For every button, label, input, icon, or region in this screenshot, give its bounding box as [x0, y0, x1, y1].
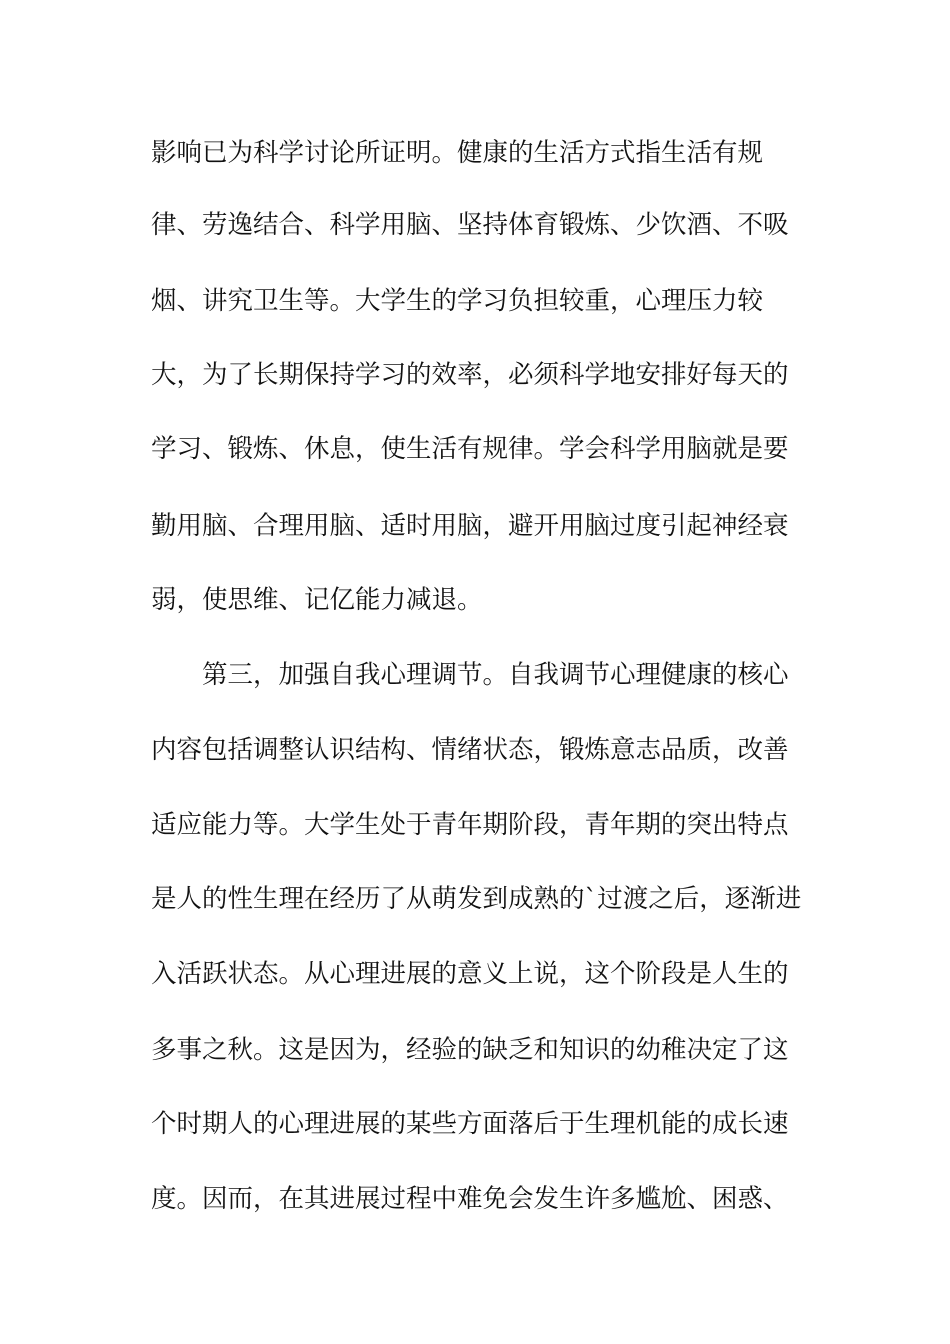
text-line: 弱，使思维、记亿能力减退。 [151, 585, 483, 615]
text-line: 律、劳逸结合、科学用脑、坚持体育锻炼、少饮酒、不吸 [151, 210, 789, 240]
text-line: 适应能力等。大学生处于青年期阶段，青年期的突出特点 [151, 810, 789, 840]
text-line: 入活跃状态。从心理进展的意义上说，这个阶段是人生的 [151, 959, 789, 989]
text-line: 是人的性生理在经历了从萌发到成熟的`过渡之后，逐渐进 [151, 884, 802, 914]
text-line: 影响已为科学讨论所证明。健康的生活方式指生活有规 [151, 138, 764, 168]
text-line: 多事之秋。这是因为，经验的缺乏和知识的幼稚决定了这 [151, 1035, 789, 1065]
text-line: 勤用脑、合理用脑、适时用脑，避开用脑过度引起神经衰 [151, 511, 789, 541]
text-line: 学习、锻炼、休息，使生活有规律。学会科学用脑就是要 [151, 434, 789, 464]
text-line: 内容包括调整认识结构、情绪状态，锻炼意志品质，改善 [151, 735, 789, 765]
paragraph-first-line: 第三，加强自我心理调节。自我调节心理健康的核心 [202, 660, 789, 690]
text-line: 个时期人的心理进展的某些方面落后于生理机能的成长速 [151, 1109, 789, 1139]
text-line: 度。因而，在其进展过程中难免会发生许多尴尬、困惑、 [151, 1184, 789, 1214]
text-line: 烟、讲究卫生等。大学生的学习负担较重，心理压力较 [151, 286, 764, 316]
text-line: 大，为了长期保持学习的效率，必须科学地安排好每天的 [151, 360, 789, 390]
